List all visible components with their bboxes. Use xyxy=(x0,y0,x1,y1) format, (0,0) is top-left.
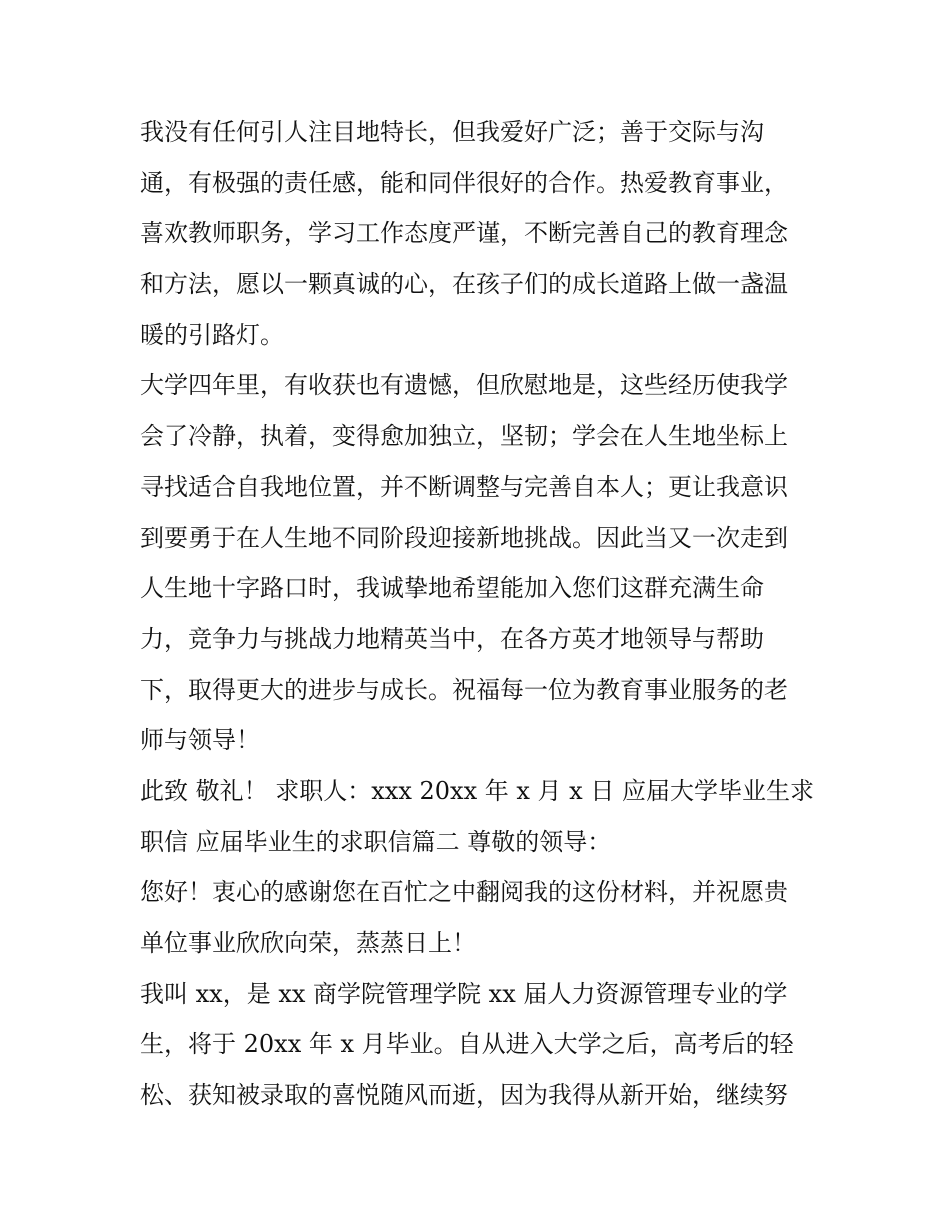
text-line: 单位事业欣欣向荣，蒸蒸日上！ xyxy=(140,929,476,957)
text-line: 到要勇于在人生地不同阶段迎接新地挑战。因此当又一次走到 xyxy=(140,523,788,552)
text-line: 暖的引路灯。 xyxy=(140,320,284,349)
text-line: 寻找适合自我地位置，并不断调整与完善自本人；更让我意识 xyxy=(140,472,788,501)
text-line: 我没有任何引人注目地特长，但我爱好广泛；善于交际与沟 xyxy=(140,118,764,146)
text-line: 力，竞争力与挑战力地精英当中，在各方英才地领导与帮助 xyxy=(140,624,764,653)
text-line: 职信 应届毕业生的求职信篇二 尊敬的领导： xyxy=(140,827,612,856)
text-line: 喜欢教师职务，学习工作态度严谨，不断完善自己的教育理念 xyxy=(140,219,788,248)
text-line: 通，有极强的责任感，能和同伴很好的合作。热爱教育事业， xyxy=(140,168,788,197)
text-line: 人生地十字路口时，我诚挚地希望能加入您们这群充满生命 xyxy=(140,574,764,603)
document-body xyxy=(140,107,820,1121)
text-line: 此致 敬礼！ 求职人：xxx 20xx 年 x 月 x 日 应届大学毕业生求 xyxy=(140,776,814,805)
text-line: 生，将于 20xx 年 x 月毕业。自从进入大学之后，高考后的轻 xyxy=(140,1030,794,1059)
text-line: 会了冷静，执着，变得愈加独立，坚韧；学会在人生地坐标上 xyxy=(140,422,788,451)
text-line: 您好！衷心的感谢您在百忙之中翻阅我的这份材料，并祝愿贵 xyxy=(140,878,788,907)
text-line: 松、获知被录取的喜悦随风而逝，因为我得从新开始，继续努 xyxy=(140,1081,788,1110)
text-line: 师与领导！ xyxy=(140,726,260,755)
text-line: 和方法，愿以一颗真诚的心，在孩子们的成长道路上做一盏温 xyxy=(140,270,788,299)
text-line: 我叫 xx，是 xx 商学院管理学院 xx 届人力资源管理专业的学 xyxy=(140,979,788,1008)
text-line: 大学四年里，有收获也有遗憾，但欣慰地是，这些经历使我学 xyxy=(140,371,788,400)
text-line: 下，取得更大的进步与成长。祝福每一位为教育事业服务的老 xyxy=(140,675,788,704)
